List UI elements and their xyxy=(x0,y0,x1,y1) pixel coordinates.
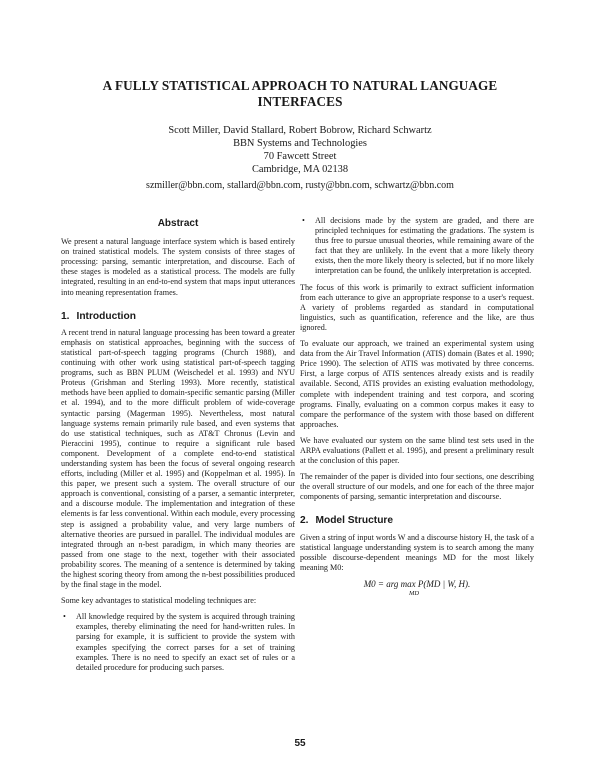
author-emails: szmiller@bbn.com, stallard@bbn.com, rusty@bbn.com, schwartz@bbn.com xyxy=(146,180,454,191)
equation-argmax: M0 = arg max P(MD | W, H). xyxy=(363,578,471,589)
section-heading-introduction xyxy=(61,312,295,322)
intro-paragraph-6: The remainder of the paper is divided into four sections, one describing the overall structure of our models, and one for each of the three major components of parsing, semantic interpretation and discourse. xyxy=(300,472,534,502)
section-title: Introduction xyxy=(76,310,136,322)
section-title: Model Structure xyxy=(315,515,394,527)
advantages-list-continued xyxy=(300,216,534,277)
advantage-item-1: • All knowledge required by the system is acquired through training examples, thereby eliminating the need for hand-written rules. In parsing for example, it is sufficient to provide the system with examples specifying the correct parses for a set of training examples. There is no need to specify an exact set of rules or a detailed procedure for producing such parses. xyxy=(61,612,295,673)
abstract-heading: Abstract xyxy=(157,218,199,229)
intro-paragraph-3: The focus of this work is primarily to extract sufficient information from each utterance to give an appropriate response to a user's request. A variety of problems regarded as standard in computational linguistics, such as quantification, reference and the like, are thus ignored. xyxy=(300,282,534,332)
section-heading-model-structure xyxy=(300,516,534,526)
abstract-body: We present a natural language interface system which is based entirely on trained statistical models. The system consists of three stages of processing: parsing, semantic interpretation, and discourse. Each of these stages is modeled as a statistical process. The models are fully integrated, resulting in an end-to-end system that maps input utterances into meaning representation frames. xyxy=(61,237,295,297)
intro-paragraph-5: We have evaluated our system on the same blind test sets used in the ARPA evaluations (Pallett et al. 1995), and present a preliminary result at the conclusion of this paper. xyxy=(300,435,534,466)
left-column xyxy=(61,216,295,679)
advantage-item-2: • All decisions made by the system are graded, and there are principled techniques for estimating the gradations. The system is thus free to pursue unusual theories, while remaining aware of the fact that they are unlikely. In the event that a more likely theory exists, then the more likely theory is selected, but if no more likely interpretation can be found, the unlikely interpretation is accepted. xyxy=(300,216,534,277)
advantages-list xyxy=(61,612,295,673)
right-column xyxy=(300,216,534,599)
author-names: Scott Miller, David Stallard, Robert Bobrow, Richard Schwartz xyxy=(168,125,432,136)
equation-subscript: MD xyxy=(408,590,420,597)
intro-paragraph-2: Some key advantages to statistical modeling techniques are: xyxy=(61,596,257,606)
author-city: Cambridge, MA 02138 xyxy=(251,164,349,175)
section-number: 1. xyxy=(61,310,70,322)
paper-title xyxy=(60,78,540,110)
intro-paragraph-4: To evaluate our approach, we trained an experimental system using data from the Air Travel Information (ATIS) domain (Bates et al. 1990; Price 1990). The selection of ATIS was motivated by three concerns. First, a large corpus of ATIS sentences already exists and is readily available. Second, ATIS provides an existing evaluation methodology, complete with independent training and test corpora, and scoring programs. Finally, evaluating on a common corpus makes it easy to compare the performance of the system with those based on different approaches. xyxy=(300,339,534,429)
title-line-1: A FULLY STATISTICAL APPROACH TO NATURAL LANGUAGE xyxy=(102,78,498,93)
author-affiliation: BBN Systems and Technologies xyxy=(233,138,367,149)
title-line-2: INTERFACES xyxy=(257,94,343,109)
page-number: 55 xyxy=(294,738,306,749)
author-street: 70 Fawcett Street xyxy=(263,151,337,162)
intro-paragraph-1: A recent trend in natural language processing has been toward a greater emphasis on statistical approaches, beginning with the success of statistical part-of-speech tagging programs (Church 1988), and continuing with other work using statistical part-of-speech tagging programs, such as BBN PLUM (Weischedel et al. 1993) and NYU Proteus (Grishman and Sterling 1993). More recently, statistical methods have been applied to domain-specific semantic parsing (Miller et al. 1994), and to the more difficult problem of wide-coverage syntactic parsing (Magerman 1995). Nevertheless, most natural language systems remain primarily rule based, and even systems that do use statistical techniques, such as AT&T Chronus (Levin and Pieraccini 1995), continue to require a significant rule based component. Development of a complete end-to-end statistical understanding system has been the focus of several ongoing research efforts, including (Miller et al. 1995) and (Koppelman et al. 1995). In this paper, we present such a system. The overall structure of our approach is conventional, consisting of a parser, a semantic interpreter, and a discourse module. The implementation and integration of these elements is far less conventional. Within each module, every processing step is assigned a probability value, and very large numbers of alternative theories are pursued in parallel. The individual modules are integrated through an n-best paradigm, in which many theories are passed from one stage to the next, together with their associated probability scores. The meaning of a sentence is determined by taking the highest scoring theory from among the n-best possibilities produced by the final stage in the model. xyxy=(61,327,295,590)
model-paragraph-1: Given a string of input words W and a discourse history H, the task of a statistical language understanding system is to search among the many possible discourse-dependent meanings MD for the most likely meaning M0: xyxy=(300,532,534,572)
author-block xyxy=(60,124,540,176)
section-number: 2. xyxy=(300,515,309,527)
